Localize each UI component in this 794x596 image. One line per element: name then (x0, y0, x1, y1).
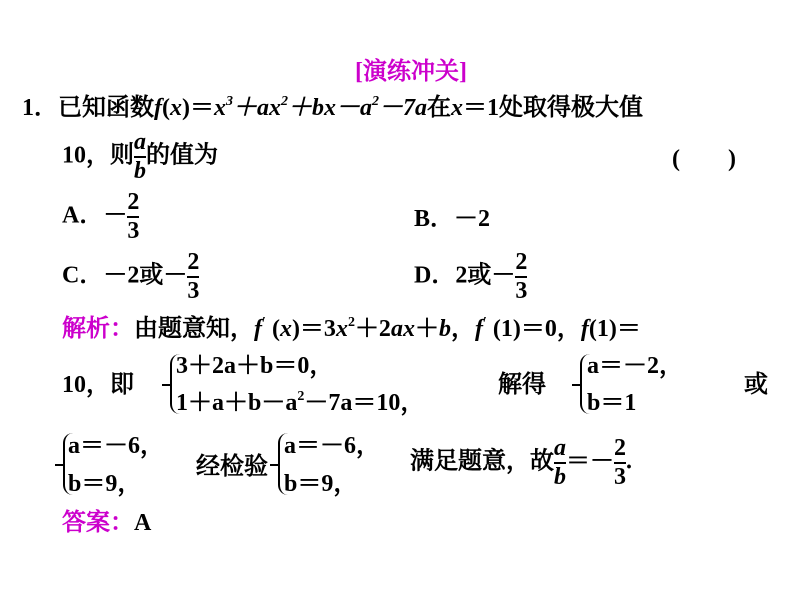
answer-line (62, 511, 151, 535)
system4-eq2: b＝9， (284, 471, 358, 497)
fraction-a-over-b: $\frac{a}{b}$ (134, 129, 146, 185)
problem-line-1: 1．已知函数$f(x)=x^3+ax^2+bx-a^2-7a$在x＝1处取得极大值 (22, 94, 643, 121)
answer-label: 答案： (62, 510, 134, 536)
answer-blank: ( ) (672, 146, 736, 172)
system3-eq2: b＝9， (68, 471, 142, 497)
solution-line-1: 解析：由题意知，f′ $(x)=3x^2+2ax+b$，f′ (1)＝0，f(1)＝ (62, 315, 641, 342)
conclusion: 满足题意，故 $\frac{a}{b}$ ＝－ $\frac{2}{3}$ . (410, 435, 632, 491)
section-title: [演练冲关] (355, 59, 467, 85)
option-a: A．－ $\frac{2}{3}$ (62, 189, 140, 245)
problem-stem-text: 已知函数 (58, 95, 154, 121)
system2-eq1: a＝－2， (587, 353, 683, 379)
system1-eq2: $1+a+b-a^2-7a=10$， (176, 389, 425, 416)
system3-eq1: a＝－6， (68, 433, 164, 459)
option-b: B．－2 (414, 206, 491, 232)
solution-label: 解析： (62, 316, 134, 342)
problem-line-2: 10，则 $\frac{a}{b}$ 的值为 (62, 129, 218, 185)
function-expression: $x^3+ax^2+bx-a^2-7a$ (214, 94, 427, 121)
option-d: D．2或－ $\frac{2}{3}$ (414, 249, 528, 305)
option-c: C．－2或－ $\frac{2}{3}$ (62, 249, 200, 305)
system2-eq2: b＝1 (587, 390, 637, 416)
or-text: 或 (744, 372, 768, 398)
system1-eq1: 3＋2a＋b＝0， (176, 353, 334, 379)
problem-number: 1． (22, 95, 58, 121)
answer-value: A (134, 510, 152, 536)
solve-text: 解得 (498, 372, 546, 398)
verify-text: 经检验 (196, 454, 268, 480)
solution-line-2: 10，即 (62, 372, 134, 398)
system4-eq1: a＝－6， (284, 433, 380, 459)
